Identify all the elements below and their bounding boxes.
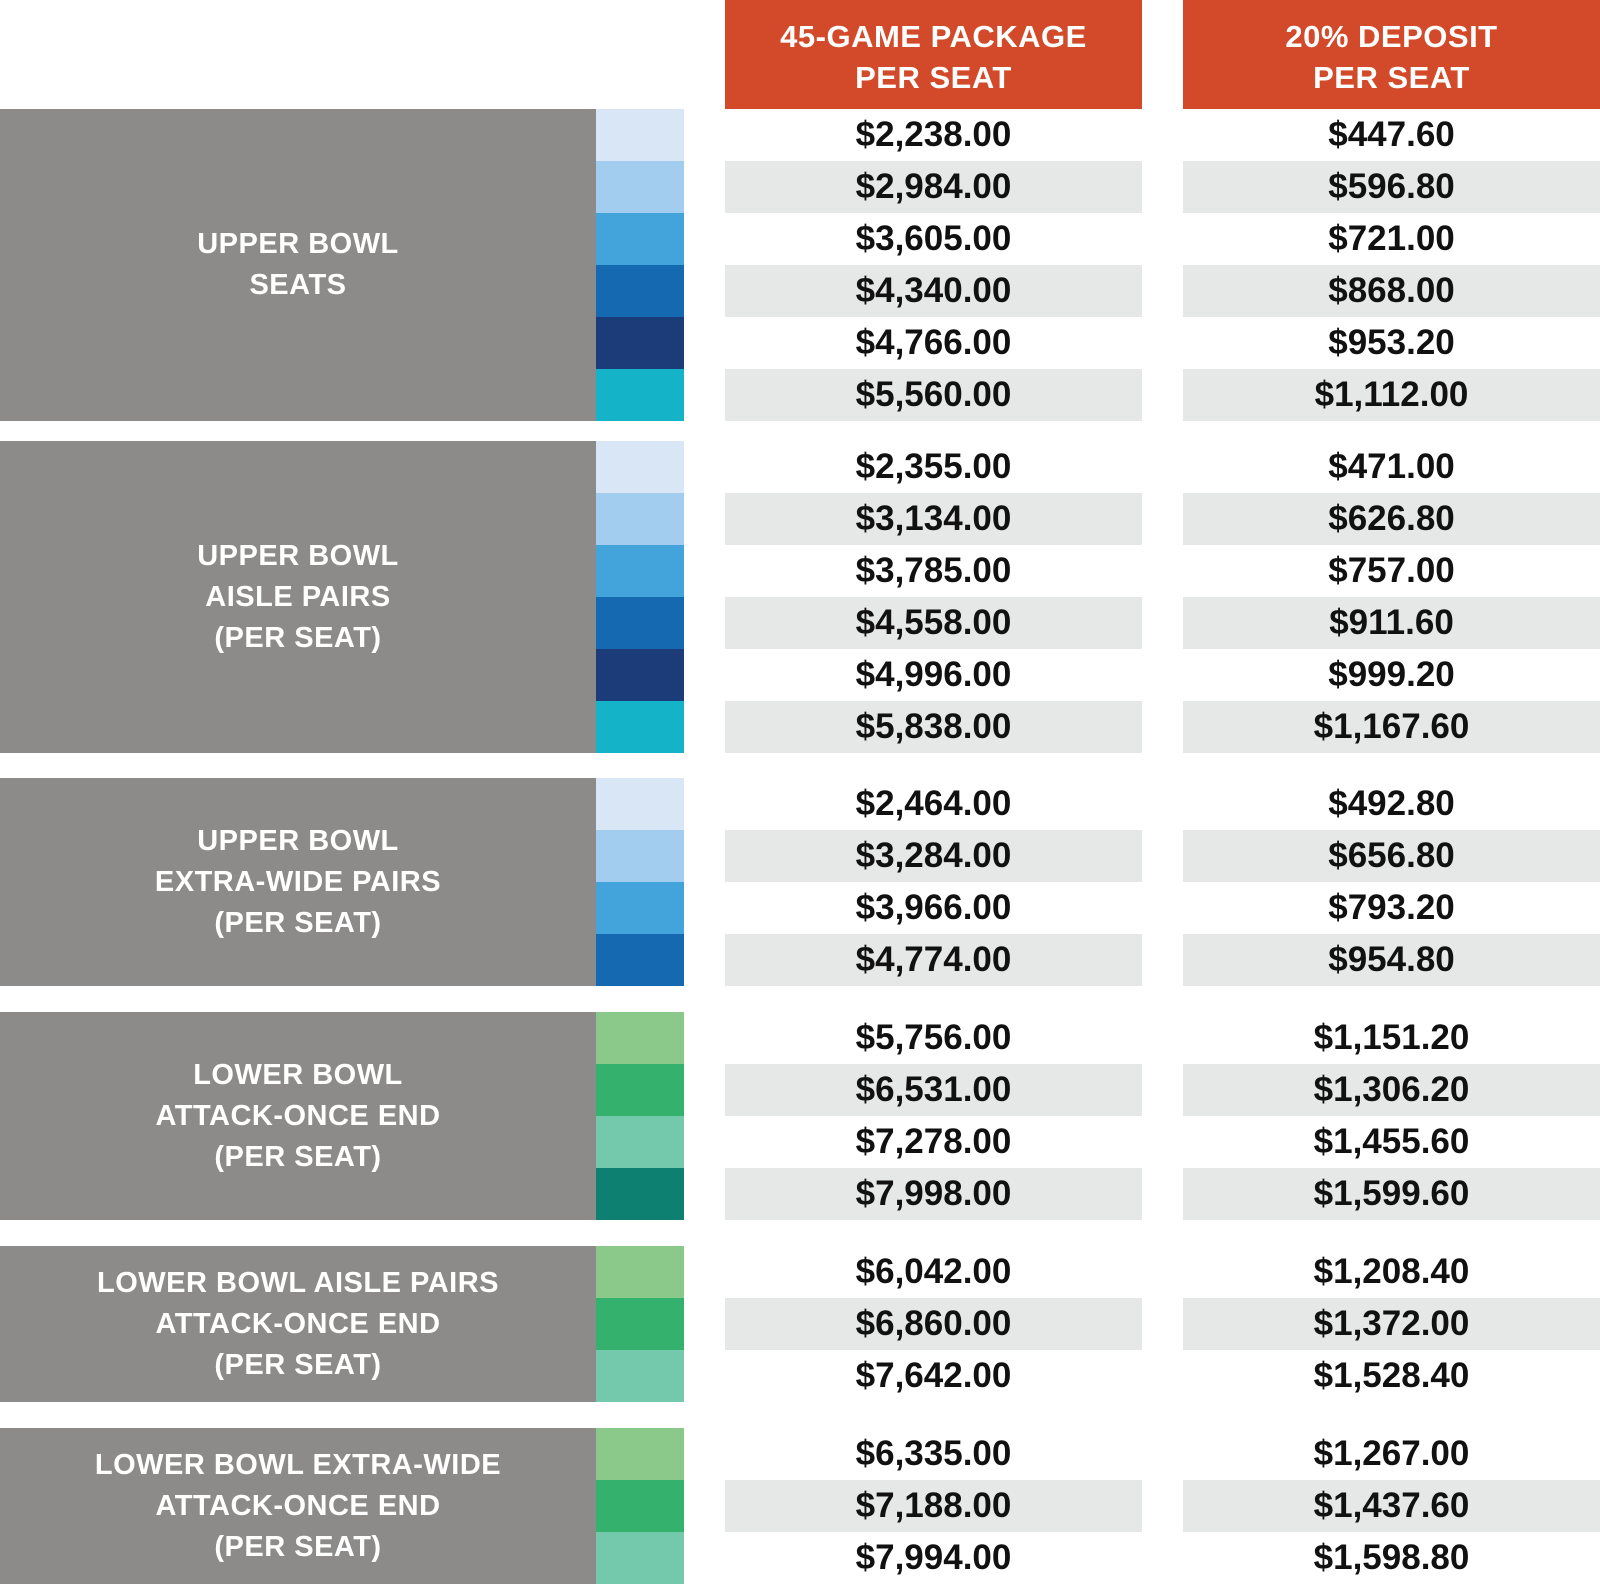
package-price-cell: $3,966.00	[855, 888, 1012, 927]
deposit-price-cell: $954.80	[1183, 934, 1600, 986]
price-level-swatch	[596, 934, 684, 986]
section-label-line: EXTRA-WIDE PAIRS	[154, 865, 442, 898]
deposit-price-cell: $721.00	[1328, 219, 1455, 258]
package-price-cell: $7,188.00	[725, 1480, 1142, 1532]
deposit-price-cell: $911.60	[1183, 597, 1600, 649]
section-label	[0, 1012, 596, 1220]
price-level-swatch	[596, 1350, 684, 1402]
package-price-cell: $4,996.00	[855, 655, 1012, 694]
deposit-price-cell: $447.60	[1328, 115, 1455, 154]
deposit-price-cell: $1,372.00	[1183, 1298, 1600, 1350]
package-price-cell: $2,355.00	[855, 447, 1012, 486]
package-price-cell: $4,340.00	[725, 265, 1142, 317]
section-label-line: ATTACK-ONCE END	[155, 1307, 441, 1340]
package-price-cell: $7,998.00	[725, 1168, 1142, 1220]
section-label	[0, 1246, 596, 1402]
section-label-line: AISLE PAIRS	[205, 580, 391, 613]
section-label-line: ATTACK-ONCE END	[155, 1489, 441, 1522]
section-label-line: UPPER BOWL	[197, 228, 399, 260]
package-price-cell: $4,766.00	[855, 323, 1012, 362]
package-price-cell: $3,134.00	[725, 493, 1142, 545]
price-level-swatch	[596, 1298, 684, 1350]
deposit-price-cell: $1,598.80	[1313, 1538, 1470, 1577]
section-label	[0, 441, 596, 753]
package-header-line-1: 45-GAME PACKAGE	[780, 18, 1087, 54]
deposit-price-cell: $1,267.00	[1313, 1434, 1470, 1473]
section-label-line: (PER SEAT)	[214, 621, 382, 654]
price-level-swatch	[596, 545, 684, 597]
section-label-line: LOWER BOWL AISLE PAIRS	[97, 1266, 499, 1299]
price-level-swatch	[596, 778, 684, 830]
price-level-swatch	[596, 701, 684, 753]
package-header-line-2: PER SEAT	[855, 59, 1012, 95]
section-label-line: (PER SEAT)	[214, 1530, 382, 1563]
deposit-price-cell: $1,151.20	[1313, 1018, 1470, 1057]
price-level-swatch	[596, 1116, 684, 1168]
price-level-swatch	[596, 369, 684, 421]
package-price-cell: $7,278.00	[855, 1122, 1012, 1161]
package-price-cell: $6,335.00	[855, 1434, 1012, 1473]
section-label-line: SEATS	[249, 269, 347, 301]
deposit-price-cell: $757.00	[1328, 551, 1455, 590]
section-label-line: (PER SEAT)	[214, 1140, 382, 1173]
price-level-swatch	[596, 830, 684, 882]
package-price-cell: $6,860.00	[725, 1298, 1142, 1350]
section-label-line: LOWER BOWL	[193, 1058, 403, 1091]
deposit-price-cell: $1,437.60	[1183, 1480, 1600, 1532]
deposit-price-cell: $1,112.00	[1183, 369, 1600, 421]
price-level-swatch	[596, 1012, 684, 1064]
package-column-header	[725, 0, 1142, 109]
package-price-cell: $6,042.00	[855, 1252, 1012, 1291]
deposit-price-cell: $656.80	[1183, 830, 1600, 882]
deposit-price-cell: $1,455.60	[1313, 1122, 1470, 1161]
price-level-swatch	[596, 1428, 684, 1480]
package-price-cell: $4,558.00	[725, 597, 1142, 649]
deposit-price-cell: $1,208.40	[1313, 1252, 1470, 1291]
price-level-swatch	[596, 882, 684, 934]
package-price-cell: $5,560.00	[725, 369, 1142, 421]
price-level-swatch	[596, 1168, 684, 1220]
deposit-price-cell: $999.20	[1328, 655, 1455, 694]
deposit-price-cell: $1,528.40	[1313, 1356, 1470, 1395]
section-label-line: UPPER BOWL	[197, 824, 399, 857]
package-price-cell: $5,838.00	[725, 701, 1142, 753]
deposit-price-cell: $492.80	[1328, 784, 1455, 823]
package-price-cell: $7,994.00	[855, 1538, 1012, 1577]
package-price-cell: $3,284.00	[725, 830, 1142, 882]
price-level-swatch	[596, 493, 684, 545]
price-level-swatch	[596, 1532, 684, 1584]
deposit-column-header	[1183, 0, 1600, 109]
price-level-swatch	[596, 109, 684, 161]
price-level-swatch	[596, 597, 684, 649]
section-label	[0, 778, 596, 986]
deposit-price-cell: $793.20	[1328, 888, 1455, 927]
package-price-cell: $3,605.00	[855, 219, 1012, 258]
deposit-price-cell: $626.80	[1183, 493, 1600, 545]
section-label-line: (PER SEAT)	[214, 1348, 382, 1381]
price-level-swatch	[596, 265, 684, 317]
deposit-header-line-2: PER SEAT	[1313, 59, 1470, 95]
package-price-cell: $2,984.00	[725, 161, 1142, 213]
deposit-price-cell: $1,167.60	[1183, 701, 1600, 753]
package-price-cell: $7,642.00	[855, 1356, 1012, 1395]
deposit-price-cell: $1,306.20	[1183, 1064, 1600, 1116]
price-level-swatch	[596, 441, 684, 493]
price-level-swatch	[596, 1246, 684, 1298]
price-level-swatch	[596, 161, 684, 213]
price-level-swatch	[596, 213, 684, 265]
deposit-price-cell: $1,599.60	[1183, 1168, 1600, 1220]
section-label-line: (PER SEAT)	[214, 906, 382, 939]
deposit-header-line-1: 20% DEPOSIT	[1285, 18, 1498, 54]
section-label-line: UPPER BOWL	[197, 539, 399, 572]
section-label-line: ATTACK-ONCE END	[155, 1099, 441, 1132]
deposit-price-cell: $868.00	[1183, 265, 1600, 317]
package-price-cell: $3,785.00	[855, 551, 1012, 590]
deposit-price-cell: $596.80	[1183, 161, 1600, 213]
package-price-cell: $5,756.00	[855, 1018, 1012, 1057]
deposit-price-cell: $953.20	[1328, 323, 1455, 362]
section-label	[0, 109, 596, 421]
package-price-cell: $4,774.00	[725, 934, 1142, 986]
price-level-swatch	[596, 317, 684, 369]
section-label-line: LOWER BOWL EXTRA-WIDE	[94, 1448, 502, 1481]
price-level-swatch	[596, 1480, 684, 1532]
package-price-cell: $2,238.00	[855, 115, 1012, 154]
deposit-price-cell: $471.00	[1328, 447, 1455, 486]
price-level-swatch	[596, 649, 684, 701]
package-price-cell: $6,531.00	[725, 1064, 1142, 1116]
price-level-swatch	[596, 1064, 684, 1116]
package-price-cell: $2,464.00	[855, 784, 1012, 823]
section-label	[0, 1428, 596, 1584]
